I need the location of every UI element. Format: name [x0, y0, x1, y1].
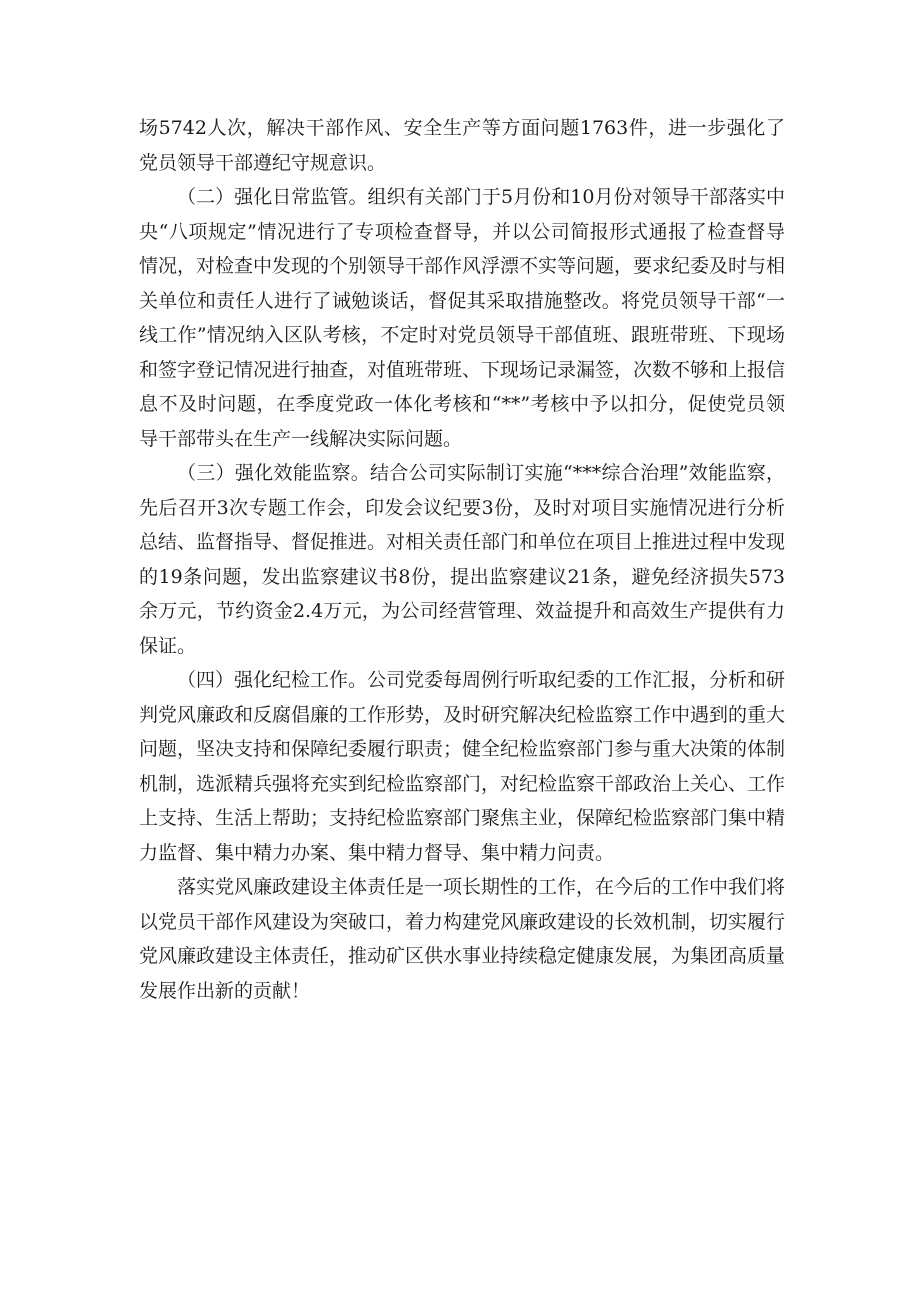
document-body	[139, 111, 785, 1008]
paragraph-efficiency-supervision: （三）强化效能监察。结合公司实际制订实施“***综合治理”效能监察，先后召开3次专题工作会，印发会议纪要3份，及时对项目实施情况进行分析总结、监督指导、督促推进。对相关责任部门和单位在项目上推进过程中发现的19条问题，发出监察建议书8份，提出监察建议21条，避免经济损失573余万元，节约资金2.4万元，为公司经营管理、效益提升和高效生产提供有力保证。	[139, 462, 786, 657]
paragraph-daily-supervision: （二）强化日常监管。组织有关部门于5月份和10月份对领导干部落实中央“八项规定”情况进行了专项检查督导，并以公司简报形式通报了检查督导情况，对检查中发现的个别领导干部作风浮漂不实等问题，要求纪委及时与相关单位和责任人进行了诫勉谈话，督促其采取措施整改。将党员领导干部“一线工作”情况纳入区队考核，不定时对党员领导干部值班、跟班带班、下现场和签字登记情况进行抽查，对值班带班、下现场记录漏签，次数不够和上报信息不及时问题，在季度党政一体化考核和“**”考核中予以扣分，促使党员领导干部带头在生产一线解决实际问题。	[139, 186, 786, 450]
paragraph-continuation: 场5742人次，解决干部作风、安全生产等方面问题1763件，进一步强化了党员领导干部遵纪守规意识。	[139, 117, 785, 174]
paragraph-conclusion: 落实党风廉政建设主体责任是一项长期性的工作，在今后的工作中我们将以党员干部作风建设为突破口，着力构建党风廉政建设的长效机制，切实履行党风廉政建设主体责任，推动矿区供水事业持续稳定健康发展，为集团高质量发展作出新的贡献！	[139, 876, 786, 1002]
paragraph-discipline-inspection: （四）强化纪检工作。公司党委每周例行听取纪委的工作汇报，分析和研判党风廉政和反腐倡廉的工作形势，及时研究解决纪检监察工作中遇到的重大问题，坚决支持和保障纪委履行职责；健全纪检监察部门参与重大决策的体制机制，选派精兵强将充实到纪检监察部门，对纪检监察干部政治上关心、工作上支持、生活上帮助；支持纪检监察部门聚焦主业，保障纪检监察部门集中精力监督、集中精力办案、集中精力督导、集中精力问责。	[139, 669, 786, 864]
